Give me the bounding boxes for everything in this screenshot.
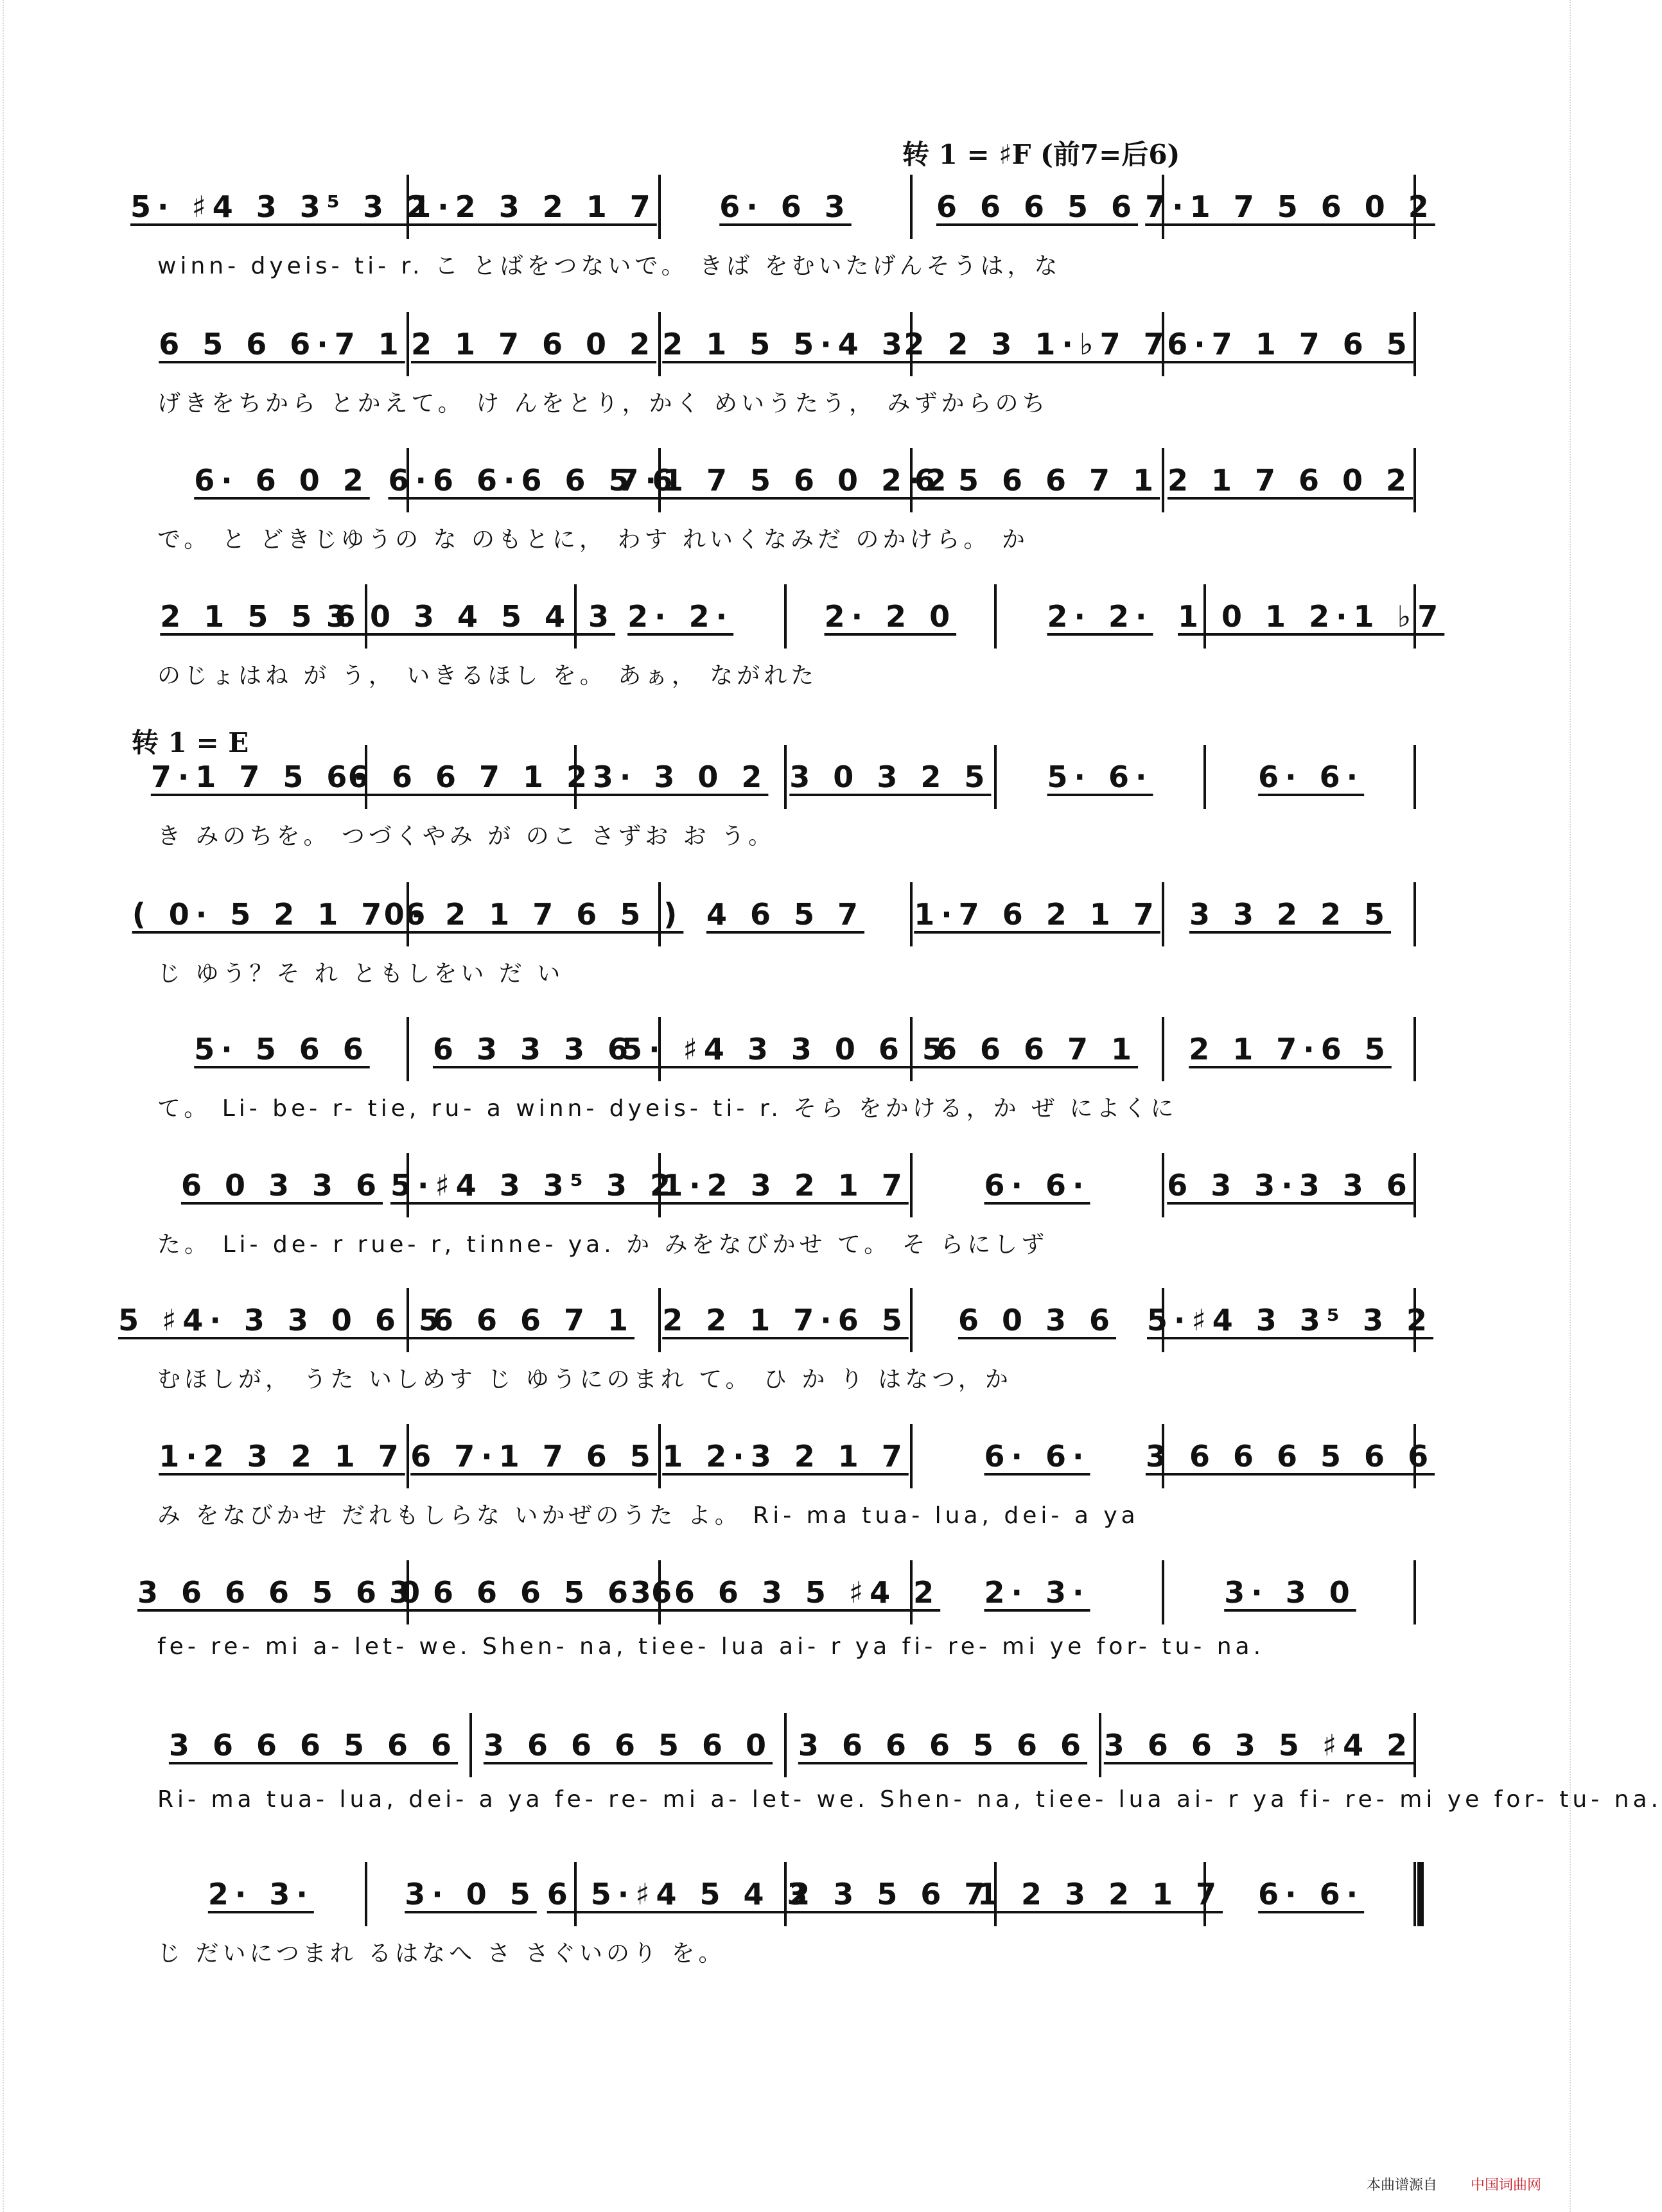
measure xyxy=(383,882,684,946)
measure xyxy=(661,312,913,376)
measure-notes: 6 6 6 5 6 xyxy=(936,189,1139,224)
final-barline xyxy=(1417,1862,1424,1926)
measure-notes: 3 6 6 6 5 6 6 xyxy=(389,1575,679,1610)
score-system xyxy=(157,448,1416,560)
measure-notes: 3 6 6 6 5 6 6 xyxy=(168,1728,459,1763)
notation-row xyxy=(157,1017,1416,1081)
measure-notes: 1·2 3 2 1 7 xyxy=(662,1168,909,1203)
measure xyxy=(132,882,432,946)
measure-notes: 6·7 1 7 6 5 xyxy=(1167,327,1413,361)
measure xyxy=(390,1153,677,1217)
measure xyxy=(1178,584,1445,649)
measure xyxy=(787,584,997,649)
score-system xyxy=(157,1713,1662,1825)
lyrics-line: fe- re- mi a- let- we. Shen- na, tiee- lua ai- r ya fi- re- mi ye for- tu- na. xyxy=(157,1633,1265,1660)
measure-notes: 3 6 6 6 5 6 0 xyxy=(137,1575,427,1610)
measure-notes: 6·6 6·6 6 5 6 xyxy=(388,463,679,498)
measure-notes: 2 1 5 5 6 xyxy=(160,599,362,634)
measure-notes: 1 2·3 2 1 7 xyxy=(662,1439,909,1474)
measure xyxy=(618,448,953,512)
measure xyxy=(367,1862,577,1926)
notation-row xyxy=(132,882,1416,946)
measure-notes: 2 1 7 6 0 2 xyxy=(410,327,657,361)
measure xyxy=(1145,1424,1435,1488)
measure-notes: 5·♯4 3 3⁵ 3 2 xyxy=(390,1168,677,1203)
measure-notes: 2· 3· xyxy=(984,1575,1090,1610)
measure-notes: ( 0· 5 2 1 7 6 xyxy=(132,897,432,932)
lyrics-line: じ だいにつまれ るはなへ さ さぐいのり を。 xyxy=(157,1940,726,1967)
measure-notes: 6 3 3·3 3 6 xyxy=(1167,1168,1413,1203)
measure xyxy=(1164,882,1416,946)
score-system xyxy=(157,1862,1416,1974)
lyrics-line: で。 と どきじゆうの な のもとに， わす れいくなみだ のかけら。 か xyxy=(157,527,1029,553)
measure-notes: 7·1 7 5 6· xyxy=(150,760,371,794)
measure-notes: 3 0 3 4 5 4 3 xyxy=(326,599,616,634)
score-system xyxy=(150,745,1416,857)
measure-notes: 1 2 3 2 1 7 xyxy=(977,1877,1223,1912)
lyrics-line: み をなびかせ だれもしらな いかぜのうた よ。 Ri- ma tua- lua, dei- a ya xyxy=(157,1502,1139,1529)
measure xyxy=(157,312,409,376)
measure-notes: 7·1 7 5 6 0 2 xyxy=(1145,189,1435,224)
measure xyxy=(409,312,661,376)
lyrics-line: Ri- ma tua- lua, dei- a ya fe- re- mi a- let- we. Shen- na, tiee- lua ai- r ya fi- re- mi ye for- tu- na. xyxy=(157,1786,1662,1813)
measure-notes: 2 3 5 6 7 xyxy=(789,1877,992,1912)
measure xyxy=(347,745,594,809)
measure-notes: 2 1 7·6 5 xyxy=(1189,1032,1392,1067)
score-system xyxy=(137,1560,1416,1672)
measure xyxy=(1101,1713,1416,1777)
measure-notes: 3 6 6 6 5 6 6 xyxy=(798,1728,1088,1763)
measure xyxy=(622,1017,949,1081)
measure xyxy=(913,1153,1164,1217)
measure-notes: 6 6 6 7 1 xyxy=(936,1032,1139,1067)
notation-row xyxy=(157,1424,1435,1488)
measure xyxy=(904,312,1171,376)
score-system xyxy=(157,1017,1416,1129)
measure-notes: 5· 6· xyxy=(1047,760,1153,794)
measure xyxy=(661,175,913,239)
measure-notes: 3· 3 0 2 xyxy=(592,760,769,794)
measure-notes: 5· 5 6 6 xyxy=(194,1032,370,1067)
measure-notes: 6 7·1 7 6 5 xyxy=(410,1439,657,1474)
notation-row xyxy=(157,448,1416,512)
lyrics-line: て。 Li- be- r- tie, ru- a winn- dyeis- ti- r. そら をかける，か ぜ によくに xyxy=(157,1095,1178,1122)
measure xyxy=(130,175,433,239)
measure-notes: 3 6 6 3 5 ♯4 2 xyxy=(1103,1728,1414,1763)
measure-notes: 3 6 6 6 5 6 6 xyxy=(1145,1439,1435,1474)
score-system xyxy=(118,1288,1433,1400)
measure-notes: 6· 6· xyxy=(1258,1877,1365,1912)
measure-notes: 1·2 3 2 1 7 xyxy=(159,1439,405,1474)
measure-notes: 1 0 1 2·1 ♭7 xyxy=(1178,599,1445,634)
measure xyxy=(409,175,661,239)
key-change-label: 转 1 = E xyxy=(132,727,249,758)
measure xyxy=(118,1288,446,1352)
measure xyxy=(1164,1153,1416,1217)
score-system xyxy=(157,312,1416,424)
measure xyxy=(913,1424,1164,1488)
measure xyxy=(577,584,787,649)
measure xyxy=(409,1288,661,1352)
lyrics-line: き みのちを。 つづくやみ が のこ さずお お う。 xyxy=(157,823,776,849)
measure-notes: 2 1 5 5·4 3 xyxy=(662,327,909,361)
measure-notes: 6 6 6 7 1 2 xyxy=(347,760,594,794)
key-change-label: 转 1 = ♯F (前7=后6) xyxy=(902,139,1180,170)
measure-notes: 3· 3 0 xyxy=(1224,1575,1356,1610)
notation-row xyxy=(150,745,1416,809)
measure-notes: 1·2 3 2 1 7 xyxy=(410,189,657,224)
measure xyxy=(157,1017,409,1081)
measure-notes: 6 0 3 6 xyxy=(958,1303,1117,1337)
lyrics-line: winn- dyeis- ti- r. こ とばをつないで。 きば をむいたげんそうは，な xyxy=(157,253,1062,279)
measure-notes: 6· 6· xyxy=(984,1168,1090,1203)
score-system xyxy=(130,175,1435,286)
measure xyxy=(661,882,913,946)
measure-notes: 2 2 1 7·6 5 xyxy=(662,1303,909,1337)
measure-notes: 6 5 6 6 7 1 xyxy=(914,463,1160,498)
score-system xyxy=(157,584,1445,696)
measure xyxy=(913,1288,1164,1352)
measure xyxy=(913,882,1164,946)
measure-notes: 6 5 6 6·7 1 xyxy=(159,327,405,361)
footer-source-label: 本曲谱源自 xyxy=(1367,2177,1438,2193)
measure-notes: 2· 2· xyxy=(1047,599,1153,634)
measure-notes: 1·7 6 2 1 7 xyxy=(914,897,1160,932)
lyrics-line: げきをちから とかえて。 け んをとり，かく めいうたう， みずからのち xyxy=(157,390,1049,417)
measure xyxy=(157,448,409,512)
measure xyxy=(913,1560,1164,1624)
measure xyxy=(1147,1288,1433,1352)
measure xyxy=(547,1862,814,1926)
measure-notes: 4 6 5 7 xyxy=(706,897,865,932)
measure-notes: 0· 2 1 7 6 5 ) xyxy=(383,897,684,932)
notation-row xyxy=(157,1713,1416,1777)
measure xyxy=(409,1424,661,1488)
measure-notes: 6 3 3 3 6 xyxy=(432,1032,635,1067)
page-left-edge xyxy=(3,0,10,2212)
measure xyxy=(997,584,1207,649)
measure-notes: 3 6 6 3 5 ♯4 2 xyxy=(630,1575,941,1610)
page-right-edge xyxy=(1563,0,1571,2212)
measure-notes: 2· 2· xyxy=(627,599,734,634)
measure-notes: 6· 6· xyxy=(1258,760,1365,794)
measure-notes: 6· 6 0 2 xyxy=(194,463,370,498)
measure-notes: 6 6 6 7 1 xyxy=(432,1303,635,1337)
measure xyxy=(150,745,371,809)
measure xyxy=(157,1713,472,1777)
measure-notes: 2 1 7 6 0 2 xyxy=(1167,463,1413,498)
measure xyxy=(997,745,1207,809)
notation-row xyxy=(118,1288,1433,1352)
measure xyxy=(326,584,616,649)
measure xyxy=(630,1560,941,1624)
measure xyxy=(137,1560,427,1624)
notation-row xyxy=(157,1862,1416,1926)
measure-notes: 2· 2 0 xyxy=(824,599,957,634)
measure xyxy=(157,1862,367,1926)
score-system xyxy=(157,1153,1416,1265)
footer-site-label: 中国词曲网 xyxy=(1471,2177,1542,2193)
notation-row xyxy=(137,1560,1416,1624)
measure xyxy=(913,1017,1164,1081)
measure-notes: 6· 6· xyxy=(984,1439,1090,1474)
measure xyxy=(472,1713,787,1777)
measure xyxy=(661,1424,913,1488)
measure xyxy=(1206,745,1416,809)
measure-notes: 5· ♯4 3 3⁵ 3 2 xyxy=(130,189,433,224)
measure xyxy=(913,175,1164,239)
measure-notes: 5· ♯4 3 3 0 6 5 xyxy=(622,1032,949,1067)
measure xyxy=(1145,175,1435,239)
measure-notes: 3 3 2 2 5 xyxy=(1189,897,1392,932)
measure xyxy=(787,1862,997,1926)
notation-row xyxy=(157,312,1416,376)
measure-notes: 3 6 6 6 5 6 0 xyxy=(483,1728,773,1763)
measure-notes: 2 2 3 1·♭7 7 xyxy=(904,327,1171,361)
notation-row xyxy=(157,1153,1416,1217)
measure xyxy=(661,1288,913,1352)
measure xyxy=(661,1153,913,1217)
measure-notes: 7·1 7 5 6 0 2·2 xyxy=(618,463,953,498)
notation-row xyxy=(157,584,1445,649)
score-system xyxy=(132,882,1416,994)
notation-row xyxy=(130,175,1435,239)
measure xyxy=(1164,1017,1416,1081)
measure xyxy=(577,745,787,809)
measure xyxy=(787,1713,1101,1777)
measure-notes: 6· 6 3 xyxy=(719,189,852,224)
measure xyxy=(1206,1862,1416,1926)
measure xyxy=(389,1560,679,1624)
lyrics-line: じ ゆう？そ れ ともしをい だ い xyxy=(157,961,564,987)
measure xyxy=(1164,448,1416,512)
measure xyxy=(977,1862,1223,1926)
measure-notes: 6 0 3 3 6 xyxy=(180,1168,383,1203)
score-system xyxy=(157,1424,1435,1536)
measure-notes: 3· 0 5 xyxy=(405,1877,537,1912)
measure-notes: 5·♯4 3 3⁵ 3 2 xyxy=(1147,1303,1433,1337)
measure xyxy=(1164,1560,1416,1624)
measure-notes: 6 5·♯4 5 4 3 xyxy=(547,1877,814,1912)
measure xyxy=(157,1424,409,1488)
lyrics-line: のじょはね が う， いきるほし を。 あぁ， ながれた xyxy=(157,663,818,689)
lyrics-line: た。 Li- de- r rue- r, tinne- ya. か みをなびかせ て。 そ らにしず xyxy=(157,1232,1049,1258)
measure xyxy=(913,448,1164,512)
measure xyxy=(1164,312,1416,376)
measure xyxy=(157,1153,409,1217)
measure xyxy=(787,745,997,809)
measure-notes: 5 ♯4· 3 3 0 6 5 xyxy=(118,1303,446,1337)
measure-notes: 2· 3· xyxy=(207,1877,314,1912)
lyrics-line: むほしが， うた いしめす じ ゆうにのまれ て。 ひ か り はなつ，か xyxy=(157,1366,1012,1393)
measure-notes: 3 0 3 2 5 xyxy=(789,760,992,794)
